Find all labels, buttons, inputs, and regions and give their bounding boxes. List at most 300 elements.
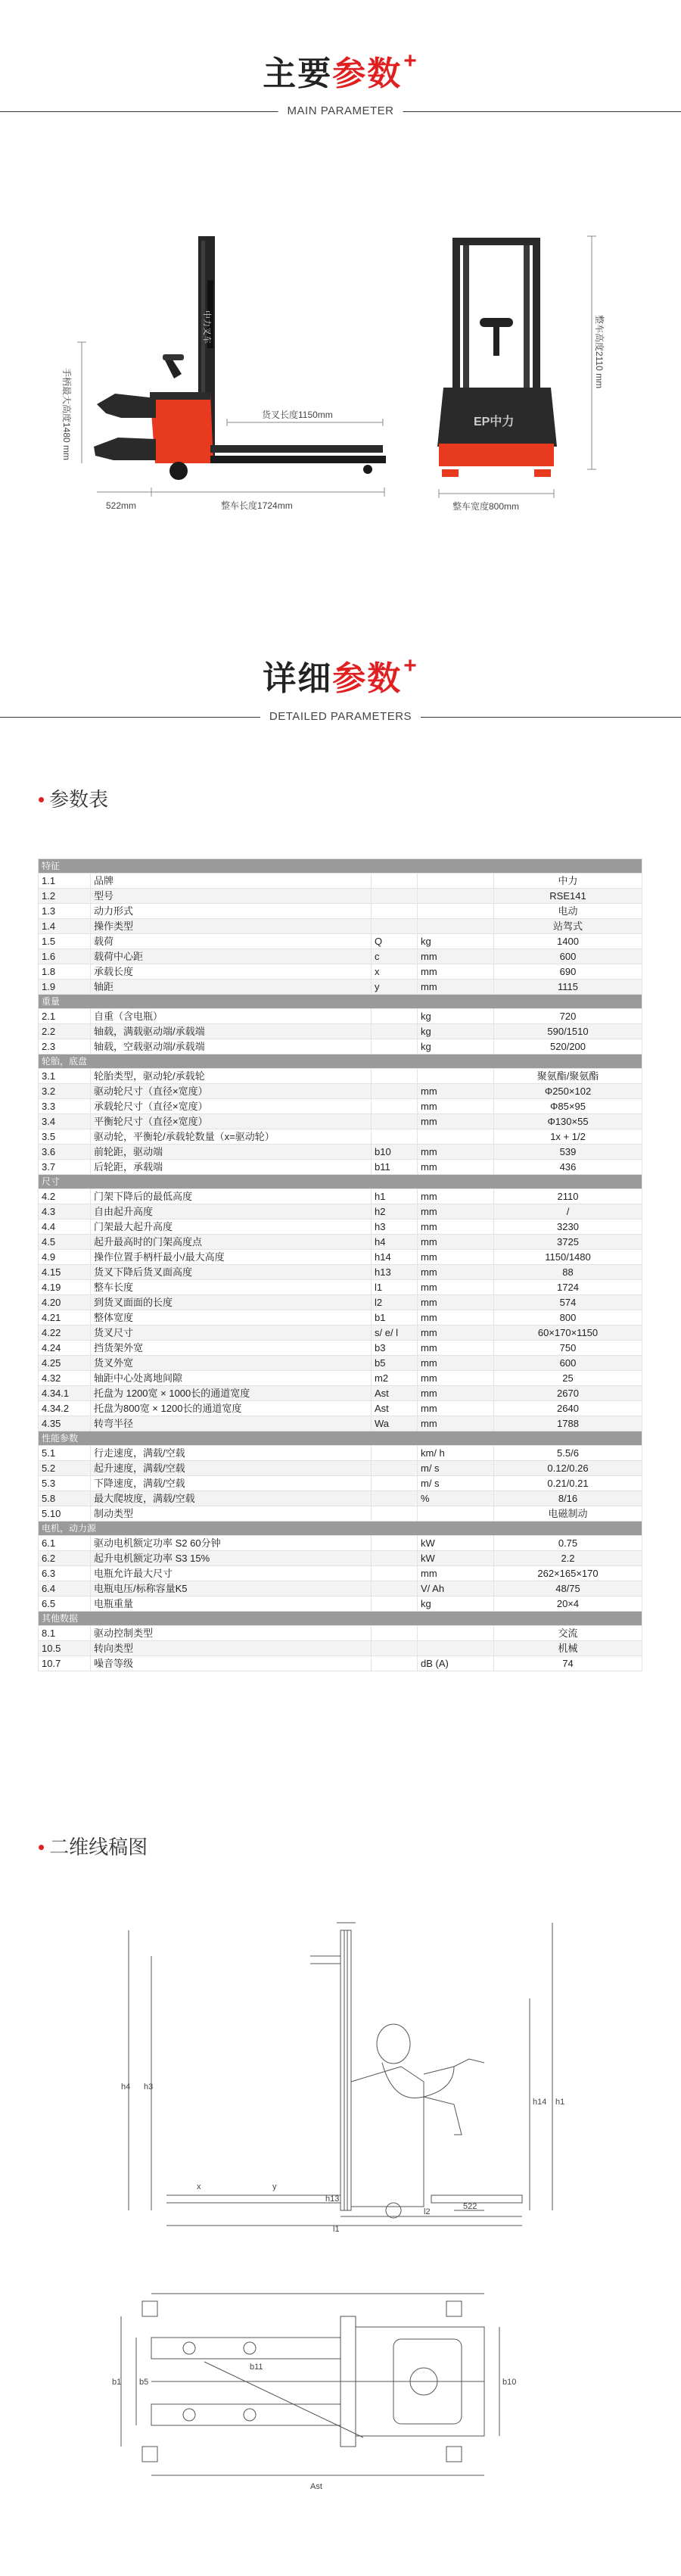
spec-value: Φ130×55 [494, 1114, 642, 1129]
spec-no: 4.22 [39, 1325, 91, 1341]
spec-name: 整车长度 [91, 1280, 372, 1295]
spec-no: 4.3 [39, 1204, 91, 1219]
spec-row [39, 1551, 642, 1566]
spec-name: 货叉下降后货叉面高度 [91, 1265, 372, 1280]
spec-name: 挡货架外宽 [91, 1341, 372, 1356]
spec-section-title: • 参数表 [38, 788, 109, 811]
spec-unit: kg [418, 1024, 494, 1039]
spec-group-label: 重量 [39, 995, 642, 1009]
side-view-truck [61, 236, 386, 511]
spec-no: 4.24 [39, 1341, 91, 1356]
spec-unit: mm [418, 949, 494, 964]
detailed-parameters-title: 详细参数+ [263, 653, 418, 697]
spec-unit [418, 1129, 494, 1145]
spec-row [39, 934, 642, 949]
spec-no: 2.3 [39, 1039, 91, 1054]
spec-unit: mm [418, 1341, 494, 1356]
spec-no: 10.5 [39, 1641, 91, 1656]
spec-row [39, 1641, 642, 1656]
spec-code [372, 1009, 418, 1024]
bullet-icon: • [38, 788, 45, 811]
spec-value: 电动 [494, 904, 642, 919]
spec-no: 10.7 [39, 1656, 91, 1671]
spec-no: 4.34.2 [39, 1401, 91, 1416]
spec-unit: mm [418, 1189, 494, 1204]
spec-unit: mm [418, 1401, 494, 1416]
spec-no: 3.1 [39, 1069, 91, 1084]
spec-name: 起升最高时的门架高度点 [91, 1235, 372, 1250]
spec-code [372, 1099, 418, 1114]
spec-no: 2.2 [39, 1024, 91, 1039]
spec-unit: mm [418, 1295, 494, 1310]
spec-code [372, 1461, 418, 1476]
spec-code [372, 1114, 418, 1129]
spec-no: 1.6 [39, 949, 91, 964]
spec-code: b5 [372, 1356, 418, 1371]
dim-h1: h1 [555, 2098, 565, 2107]
spec-row [39, 1371, 642, 1386]
spec-row [39, 1039, 642, 1054]
spec-row [39, 1356, 642, 1371]
spec-code [372, 1476, 418, 1491]
spec-row [39, 1656, 642, 1671]
spec-value: 2670 [494, 1386, 642, 1401]
spec-table [38, 858, 642, 1671]
front-view-truck [437, 236, 605, 512]
spec-code [372, 1084, 418, 1099]
spec-name: 轴距中心处离地间隙 [91, 1371, 372, 1386]
spec-group-row [39, 859, 642, 874]
spec-name: 货叉尺寸 [91, 1325, 372, 1341]
spec-row [39, 1341, 642, 1356]
spec-unit: km/ h [418, 1446, 494, 1461]
spec-unit: mm [418, 1099, 494, 1114]
spec-value: 1x + 1/2 [494, 1129, 642, 1145]
spec-unit: kW [418, 1551, 494, 1566]
spec-row [39, 1219, 642, 1235]
spec-unit: mm [418, 1265, 494, 1280]
spec-row [39, 1506, 642, 1522]
spec-row [39, 1416, 642, 1431]
spec-no: 4.19 [39, 1280, 91, 1295]
spec-value: 中力 [494, 874, 642, 889]
spec-unit: mm [418, 980, 494, 995]
spec-unit: mm [418, 1250, 494, 1265]
spec-unit: kg [418, 1596, 494, 1612]
spec-no: 2.1 [39, 1009, 91, 1024]
spec-no: 1.1 [39, 874, 91, 889]
spec-name: 起升电机额定功率 S3 15% [91, 1551, 372, 1566]
spec-no: 5.2 [39, 1461, 91, 1476]
spec-no: 1.9 [39, 980, 91, 995]
spec-unit: kg [418, 1009, 494, 1024]
dim-h14: h14 [533, 2098, 547, 2107]
spec-name: 轴载，满载驱动端/承载端 [91, 1024, 372, 1039]
dim-l2: l2 [424, 2207, 431, 2216]
spec-name: 载荷 [91, 934, 372, 949]
spec-no: 5.10 [39, 1506, 91, 1522]
spec-code: x [372, 964, 418, 980]
spec-row [39, 1009, 642, 1024]
spec-group-row [39, 1054, 642, 1069]
spec-value: 1400 [494, 934, 642, 949]
spec-unit: mm [418, 1386, 494, 1401]
spec-value: 3230 [494, 1219, 642, 1235]
spec-unit: kg [418, 1039, 494, 1054]
spec-code: s/ e/ l [372, 1325, 418, 1341]
spec-group-label: 性能参数 [39, 1431, 642, 1446]
dim-h4: h4 [121, 2082, 131, 2092]
spec-no: 4.15 [39, 1265, 91, 1280]
spec-row [39, 1295, 642, 1310]
detailed-parameters-subtitle: DETAILED PARAMETERS [260, 710, 421, 723]
spec-code [372, 1024, 418, 1039]
spec-name: 货叉外宽 [91, 1356, 372, 1371]
spec-value: 聚氨酯/聚氨酯 [494, 1069, 642, 1084]
spec-unit [418, 919, 494, 934]
spec-no: 6.5 [39, 1596, 91, 1612]
spec-value: 88 [494, 1265, 642, 1280]
handle-height-label: 手柄最大高度1480 mm [61, 368, 72, 461]
spec-value: 1788 [494, 1416, 642, 1431]
spec-code [372, 1491, 418, 1506]
spec-no: 3.3 [39, 1099, 91, 1114]
spec-value: RSE141 [494, 889, 642, 904]
spec-name: 后轮距，承载端 [91, 1160, 372, 1175]
spec-name: 噪音等级 [91, 1656, 372, 1671]
spec-unit: mm [418, 1204, 494, 1219]
spec-unit: mm [418, 1235, 494, 1250]
dim-ast: Ast [310, 2482, 322, 2491]
spec-code [372, 1069, 418, 1084]
spec-unit: mm [418, 1084, 494, 1099]
side-elevation-drawing [0, 1908, 681, 2233]
spec-value: 600 [494, 949, 642, 964]
spec-table-body [39, 859, 642, 1671]
spec-code: h3 [372, 1219, 418, 1235]
spec-name: 整体宽度 [91, 1310, 372, 1325]
spec-name: 轴距 [91, 980, 372, 995]
spec-code [372, 1551, 418, 1566]
spec-no: 8.1 [39, 1626, 91, 1641]
spec-value: 2110 [494, 1189, 642, 1204]
spec-unit: mm [418, 1219, 494, 1235]
spec-row [39, 1386, 642, 1401]
spec-no: 4.5 [39, 1235, 91, 1250]
spec-row [39, 1491, 642, 1506]
spec-no: 4.34.1 [39, 1386, 91, 1401]
spec-value: 262×165×170 [494, 1566, 642, 1581]
spec-no: 1.2 [39, 889, 91, 904]
spec-unit [418, 874, 494, 889]
spec-code: c [372, 949, 418, 964]
spec-unit: mm [418, 1114, 494, 1129]
dim-b5: b5 [139, 2378, 149, 2387]
spec-name: 承载轮尺寸（直径×宽度） [91, 1099, 372, 1114]
spec-unit: m/ s [418, 1461, 494, 1476]
spec-no: 4.4 [39, 1219, 91, 1235]
spec-no: 6.1 [39, 1536, 91, 1551]
spec-code [372, 1641, 418, 1656]
spec-code [372, 889, 418, 904]
spec-row [39, 1129, 642, 1145]
spec-value: 590/1510 [494, 1024, 642, 1039]
spec-value: 站驾式 [494, 919, 642, 934]
spec-unit [418, 1626, 494, 1641]
spec-no: 5.3 [39, 1476, 91, 1491]
spec-code: l1 [372, 1280, 418, 1295]
spec-name: 下降速度，满载/空载 [91, 1476, 372, 1491]
spec-value: 机械 [494, 1641, 642, 1656]
spec-row [39, 874, 642, 889]
spec-no: 3.5 [39, 1129, 91, 1145]
spec-name: 轮胎类型，驱动轮/承载轮 [91, 1069, 372, 1084]
spec-row [39, 1310, 642, 1325]
spec-group-label: 其他数据 [39, 1612, 642, 1626]
spec-no: 1.4 [39, 919, 91, 934]
spec-no: 5.1 [39, 1446, 91, 1461]
spec-no: 1.3 [39, 904, 91, 919]
spec-row [39, 1265, 642, 1280]
spec-row [39, 1280, 642, 1295]
spec-no: 4.32 [39, 1371, 91, 1386]
spec-name: 电瓶允许最大尺寸 [91, 1566, 372, 1581]
spec-group-label: 电机，动力源 [39, 1522, 642, 1536]
spec-no: 6.4 [39, 1581, 91, 1596]
spec-row [39, 1626, 642, 1641]
spec-group-row [39, 1431, 642, 1446]
spec-no: 4.2 [39, 1189, 91, 1204]
spec-unit: mm [418, 1416, 494, 1431]
spec-value: 0.75 [494, 1536, 642, 1551]
spec-code: l2 [372, 1295, 418, 1310]
spec-row [39, 1145, 642, 1160]
spec-value: 5.5/6 [494, 1446, 642, 1461]
detailed-parameters-header [0, 653, 681, 730]
spec-row [39, 1204, 642, 1219]
spec-value: 436 [494, 1160, 642, 1175]
hero-product-illustration [0, 220, 681, 568]
spec-value: 574 [494, 1295, 642, 1310]
spec-name: 驱动控制类型 [91, 1626, 372, 1641]
spec-no: 4.25 [39, 1356, 91, 1371]
spec-no: 6.2 [39, 1551, 91, 1566]
spec-value: 2.2 [494, 1551, 642, 1566]
spec-row [39, 1476, 642, 1491]
spec-row [39, 1099, 642, 1114]
spec-code [372, 1446, 418, 1461]
spec-code [372, 1039, 418, 1054]
spec-no: 4.35 [39, 1416, 91, 1431]
spec-code: h13 [372, 1265, 418, 1280]
spec-unit: mm [418, 1371, 494, 1386]
dim-b1: b1 [112, 2378, 122, 2387]
spec-unit: m/ s [418, 1476, 494, 1491]
spec-row [39, 1114, 642, 1129]
spec-code: b10 [372, 1145, 418, 1160]
spec-code [372, 1506, 418, 1522]
spec-name: 转弯半径 [91, 1416, 372, 1431]
spec-name: 起升速度，满载/空载 [91, 1461, 372, 1476]
spec-row [39, 904, 642, 919]
total-width-label: 整车宽度800mm [452, 501, 520, 512]
spec-value: 8/16 [494, 1491, 642, 1506]
spec-name: 门架下降后的最低高度 [91, 1189, 372, 1204]
spec-code: Ast [372, 1401, 418, 1416]
spec-name: 动力形式 [91, 904, 372, 919]
spec-code [372, 1129, 418, 1145]
spec-row [39, 1401, 642, 1416]
spec-value: 720 [494, 1009, 642, 1024]
spec-name: 品牌 [91, 874, 372, 889]
bullet-icon: • [38, 1836, 45, 1858]
spec-group-row [39, 1175, 642, 1189]
spec-unit: mm [418, 1145, 494, 1160]
spec-value: 交流 [494, 1626, 642, 1641]
spec-name: 到货叉面面的长度 [91, 1295, 372, 1310]
spec-unit: dB (A) [418, 1656, 494, 1671]
dim-h3: h3 [144, 2082, 154, 2092]
spec-name: 载荷中心距 [91, 949, 372, 964]
spec-code [372, 1596, 418, 1612]
spec-code: h1 [372, 1189, 418, 1204]
spec-unit: V/ Ah [418, 1581, 494, 1596]
spec-unit: mm [418, 1160, 494, 1175]
drawing-section-title: • 二维线稿图 [38, 1836, 148, 1858]
dim-522: 522 [463, 2202, 477, 2211]
spec-group-label: 轮胎，底盘 [39, 1054, 642, 1069]
spec-code [372, 874, 418, 889]
spec-name: 驱动轮，平衡轮/承载轮数量（x=驱动轮） [91, 1129, 372, 1145]
spec-name: 驱动电机额定功率 S2 60分钟 [91, 1536, 372, 1551]
main-parameter-subtitle: MAIN PARAMETER [278, 104, 403, 117]
spec-row [39, 889, 642, 904]
spec-value: 2640 [494, 1401, 642, 1416]
spec-row [39, 1235, 642, 1250]
spec-value: 539 [494, 1145, 642, 1160]
spec-code: h2 [372, 1204, 418, 1219]
spec-row [39, 1581, 642, 1596]
spec-code: b1 [372, 1310, 418, 1325]
spec-unit [418, 904, 494, 919]
spec-row [39, 1024, 642, 1039]
spec-unit: mm [418, 1280, 494, 1295]
dim-y: y [272, 2182, 277, 2191]
spec-value: Φ250×102 [494, 1084, 642, 1099]
spec-group-label: 特征 [39, 859, 642, 874]
spec-name: 制动类型 [91, 1506, 372, 1522]
spec-row [39, 1566, 642, 1581]
spec-code: b11 [372, 1160, 418, 1175]
spec-name: 托盘为 1200宽 × 1000长的通道宽度 [91, 1386, 372, 1401]
spec-unit: kg [418, 934, 494, 949]
spec-no: 4.21 [39, 1310, 91, 1325]
spec-code: Wa [372, 1416, 418, 1431]
spec-row [39, 1160, 642, 1175]
spec-unit [418, 1069, 494, 1084]
spec-code [372, 1626, 418, 1641]
spec-value: 520/200 [494, 1039, 642, 1054]
spec-code: y [372, 980, 418, 995]
spec-value: 600 [494, 1356, 642, 1371]
main-parameter-title: 主要参数+ [263, 48, 418, 92]
spec-code [372, 919, 418, 934]
spec-unit: kW [418, 1536, 494, 1551]
spec-group-label: 尺寸 [39, 1175, 642, 1189]
spec-name: 轴载，空载驱动端/承载端 [91, 1039, 372, 1054]
spec-name: 托盘为800宽 × 1200长的通道宽度 [91, 1401, 372, 1416]
spec-no: 3.2 [39, 1084, 91, 1099]
spec-name: 型号 [91, 889, 372, 904]
plus-icon: + [403, 653, 418, 678]
spec-no: 6.3 [39, 1566, 91, 1581]
fork-length-label: 货叉长度1150mm [262, 410, 333, 420]
spec-name: 前轮距，驱动端 [91, 1145, 372, 1160]
front-length-label: 522mm [106, 500, 137, 511]
spec-value: 48/75 [494, 1581, 642, 1596]
spec-group-row [39, 995, 642, 1009]
spec-name: 转向类型 [91, 1641, 372, 1656]
spec-name: 驱动轮尺寸（直径×宽度） [91, 1084, 372, 1099]
spec-value: Φ85×95 [494, 1099, 642, 1114]
spec-code [372, 1566, 418, 1581]
spec-row [39, 1084, 642, 1099]
spec-row [39, 964, 642, 980]
spec-value: 74 [494, 1656, 642, 1671]
spec-value: 750 [494, 1341, 642, 1356]
spec-name: 门架最大起升高度 [91, 1219, 372, 1235]
spec-code: Q [372, 934, 418, 949]
spec-code [372, 904, 418, 919]
spec-name: 操作类型 [91, 919, 372, 934]
spec-value: 1150/1480 [494, 1250, 642, 1265]
spec-row [39, 1461, 642, 1476]
plus-icon: + [403, 48, 418, 73]
spec-row [39, 919, 642, 934]
spec-row [39, 1325, 642, 1341]
spec-row [39, 1069, 642, 1084]
spec-row [39, 980, 642, 995]
spec-code: h4 [372, 1235, 418, 1250]
spec-value: 1115 [494, 980, 642, 995]
spec-no: 1.8 [39, 964, 91, 980]
spec-value: 690 [494, 964, 642, 980]
dim-b10: b10 [502, 2378, 517, 2387]
spec-unit: mm [418, 1566, 494, 1581]
spec-row [39, 1596, 642, 1612]
spec-row [39, 1250, 642, 1265]
spec-unit: mm [418, 1325, 494, 1341]
spec-name: 操作位置手柄杆最小/最大高度 [91, 1250, 372, 1265]
spec-no: 5.8 [39, 1491, 91, 1506]
spec-code [372, 1581, 418, 1596]
spec-no: 3.7 [39, 1160, 91, 1175]
total-length-label: 整车长度1724mm [221, 500, 293, 511]
spec-value: 0.12/0.26 [494, 1461, 642, 1476]
dim-l1: l1 [333, 2225, 340, 2233]
spec-unit: % [418, 1491, 494, 1506]
spec-group-row [39, 1612, 642, 1626]
spec-value: 20×4 [494, 1596, 642, 1612]
spec-unit: mm [418, 964, 494, 980]
plan-view-drawing [0, 2271, 681, 2498]
spec-no: 1.5 [39, 934, 91, 949]
spec-value: 1724 [494, 1280, 642, 1295]
spec-unit: mm [418, 1356, 494, 1371]
spec-unit [418, 1641, 494, 1656]
spec-unit [418, 1506, 494, 1522]
front-brand-text: EP中力 [474, 416, 515, 428]
